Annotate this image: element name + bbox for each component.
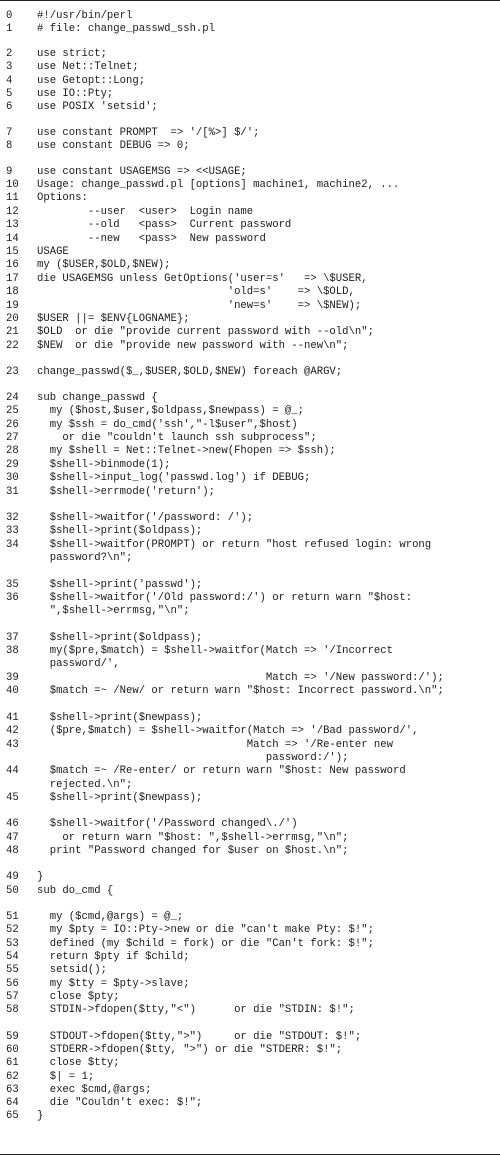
- code-line: [0, 578, 500, 592]
- code-line: [0, 485, 500, 499]
- code-text: Match => '/New password:/');: [37, 672, 444, 684]
- code-line: [0, 165, 500, 179]
- line-number: 2: [6, 48, 13, 60]
- code-line: [0, 312, 500, 326]
- code-line: [0, 724, 500, 738]
- code-line: [0, 817, 500, 831]
- line-number: 21: [6, 326, 19, 338]
- code-line: [0, 511, 500, 525]
- code-line: [0, 791, 500, 805]
- code-text: $shell->binmode(1);: [37, 459, 171, 471]
- code-text: Options:: [37, 192, 88, 204]
- code-line: [0, 657, 500, 671]
- code-text: $shell->print($newpass);: [37, 712, 203, 724]
- code-line: [0, 9, 500, 23]
- line-number: 12: [6, 206, 19, 218]
- code-text: die "Couldn't exec: $!";: [37, 1097, 203, 1109]
- code-text: $match =~ /Re-enter/ or return warn "$host: New password: [37, 765, 406, 777]
- code-line: [0, 47, 500, 61]
- line-number: 20: [6, 313, 19, 325]
- line-number: 58: [6, 1004, 19, 1016]
- code-line: [0, 751, 500, 765]
- code-text: use strict;: [37, 48, 107, 60]
- line-number: 41: [6, 712, 19, 724]
- code-line: [0, 738, 500, 752]
- code-line: [0, 844, 500, 858]
- code-line: [0, 1070, 500, 1084]
- code-line: [0, 444, 500, 458]
- code-text: use Net::Telnet;: [37, 61, 139, 73]
- code-line: [0, 22, 500, 36]
- code-text: my $tty = $pty->slave;: [37, 978, 190, 990]
- code-text: --new <pass> New password: [37, 233, 266, 245]
- line-number: 29: [6, 459, 19, 471]
- code-line: [0, 684, 500, 698]
- code-line: [0, 1083, 500, 1097]
- code-text: 'new=s' => \$NEW);: [37, 300, 362, 312]
- line-number: 63: [6, 1084, 19, 1096]
- line-number: 8: [6, 140, 13, 152]
- line-number: 35: [6, 579, 19, 591]
- line-number: 53: [6, 938, 19, 950]
- code-text: STDOUT->fdopen($tty,">") or die "STDOUT: $!";: [37, 1031, 362, 1043]
- code-line: [0, 1109, 500, 1123]
- code-text: change_passwd($_,$USER,$OLD,$NEW) foreach @ARGV;: [37, 366, 343, 378]
- code-text: use IO::Pty;: [37, 88, 114, 100]
- line-number: 26: [6, 419, 19, 431]
- line-number: 23: [6, 366, 19, 378]
- line-number: 22: [6, 340, 19, 352]
- code-text: $shell->input_log('passwd.log') if DEBUG;: [37, 472, 311, 484]
- code-line: [0, 258, 500, 272]
- line-number: 30: [6, 472, 19, 484]
- code-line: [0, 218, 500, 232]
- code-line: [0, 631, 500, 645]
- line-number: 42: [6, 725, 19, 737]
- code-line: [0, 1003, 500, 1017]
- line-number: 18: [6, 286, 19, 298]
- code-line: [0, 139, 500, 153]
- line-number: 39: [6, 672, 19, 684]
- code-text: $shell->waitfor('/Password changed\./'): [37, 818, 298, 830]
- code-text: $shell->print($oldpass);: [37, 525, 203, 537]
- line-number: 4: [6, 75, 13, 87]
- code-line: [0, 191, 500, 205]
- code-text: or die "couldn't launch ssh subprocess";: [37, 432, 317, 444]
- line-number: 60: [6, 1044, 19, 1056]
- code-line: [0, 831, 500, 845]
- line-number: 9: [6, 166, 13, 178]
- code-text: or return warn "$host: ",$shell->errmsg,"\n";: [37, 832, 349, 844]
- line-number: 43: [6, 739, 19, 751]
- code-text: STDIN->fdopen($tty,"<") or die "STDIN: $!";: [37, 1004, 355, 1016]
- code-line: [0, 990, 500, 1004]
- line-number: 24: [6, 392, 19, 404]
- line-number: 49: [6, 871, 19, 883]
- code-text: Match => '/Re-enter new: [37, 739, 394, 751]
- code-line: [0, 299, 500, 313]
- code-text: password/',: [37, 658, 120, 670]
- line-number: 56: [6, 978, 19, 990]
- line-number: 57: [6, 991, 19, 1003]
- line-number: 32: [6, 512, 19, 524]
- code-text: ",$shell->errmsg,"\n";: [37, 605, 190, 617]
- line-number: 0: [6, 10, 13, 22]
- line-number: 34: [6, 539, 19, 551]
- line-number: 25: [6, 405, 19, 417]
- code-text: $shell->waitfor('/password: /');: [37, 512, 254, 524]
- line-number: 17: [6, 273, 19, 285]
- code-line: [0, 910, 500, 924]
- code-line: [0, 178, 500, 192]
- code-text: my ($cmd,@args) = @_;: [37, 911, 184, 923]
- code-text: $shell->print($oldpass);: [37, 632, 203, 644]
- line-number: 64: [6, 1097, 19, 1109]
- code-text: Usage: change_passwd.pl [options] machine1, machine2, ...: [37, 179, 400, 191]
- code-line: [0, 245, 500, 259]
- line-number: 1: [6, 23, 13, 35]
- line-number: 31: [6, 486, 19, 498]
- line-number: 13: [6, 219, 19, 231]
- line-number: 48: [6, 845, 19, 857]
- code-line: [0, 325, 500, 339]
- code-line: [0, 604, 500, 618]
- code-line: [0, 870, 500, 884]
- code-text: setsid();: [37, 964, 107, 976]
- code-text: $| = 1;: [37, 1071, 95, 1083]
- line-number: 5: [6, 88, 13, 100]
- code-text: my ($USER,$OLD,$NEW);: [37, 259, 171, 271]
- code-text: $match =~ /New/ or return warn "$host: Incorrect password.\n";: [37, 685, 444, 697]
- code-line: [0, 1030, 500, 1044]
- code-line: [0, 100, 500, 114]
- line-number: 36: [6, 592, 19, 604]
- code-line: [0, 458, 500, 472]
- code-line: [0, 471, 500, 485]
- line-number: 40: [6, 685, 19, 697]
- code-text: # file: change_passwd_ssh.pl: [37, 23, 216, 35]
- code-line: [0, 60, 500, 74]
- code-line: [0, 923, 500, 937]
- code-text: }: [37, 871, 44, 883]
- code-text: sub do_cmd {: [37, 885, 114, 897]
- code-line: [0, 205, 500, 219]
- code-text: --old <pass> Current password: [37, 219, 292, 231]
- code-line: [0, 87, 500, 101]
- code-line: [0, 671, 500, 685]
- code-text: 'old=s' => \$OLD,: [37, 286, 355, 298]
- code-line: [0, 963, 500, 977]
- line-number: 6: [6, 101, 13, 113]
- code-line: [0, 126, 500, 140]
- code-text: password?\n";: [37, 552, 133, 564]
- code-text: USAGE: [37, 246, 69, 258]
- code-text: my $ssh = do_cmd('ssh',"-l$user",$host): [37, 419, 298, 431]
- line-number: 16: [6, 259, 19, 271]
- line-number: 37: [6, 632, 19, 644]
- code-text: ($pre,$match) = $shell->waitfor(Match => '/Bad password/',: [37, 725, 419, 737]
- code-text: return $pty if $child;: [37, 951, 190, 963]
- code-text: password:/');: [37, 752, 349, 764]
- code-text: $NEW or die "provide new password with --new\n";: [37, 340, 349, 352]
- code-line: [0, 538, 500, 552]
- code-line: [0, 1096, 500, 1110]
- code-line: [0, 232, 500, 246]
- code-text: #!/usr/bin/perl: [37, 10, 133, 22]
- code-line: [0, 74, 500, 88]
- code-text: use constant DEBUG => 0;: [37, 140, 190, 152]
- code-text: --user <user> Login name: [37, 206, 254, 218]
- code-line: [0, 644, 500, 658]
- code-line: [0, 1056, 500, 1070]
- code-text: my $pty = IO::Pty->new or die "can't make Pty: $!";: [37, 924, 374, 936]
- code-line: [0, 937, 500, 951]
- code-text: my $shell = Net::Telnet->new(Fhopen => $ssh);: [37, 445, 336, 457]
- code-text: $shell->waitfor(PROMPT) or return "host refused login: wrong: [37, 539, 432, 551]
- code-line: [0, 884, 500, 898]
- line-number: 15: [6, 246, 19, 258]
- code-line: [0, 1043, 500, 1057]
- code-line: [0, 391, 500, 405]
- code-text: use Getopt::Long;: [37, 75, 146, 87]
- line-number: 62: [6, 1071, 19, 1083]
- line-number: 65: [6, 1110, 19, 1122]
- code-text: $shell->errmode('return');: [37, 486, 216, 498]
- line-number: 19: [6, 300, 19, 312]
- code-text: close $tty;: [37, 1057, 120, 1069]
- code-text: rejected.\n";: [37, 779, 133, 791]
- line-number: 38: [6, 645, 19, 657]
- line-number: 14: [6, 233, 19, 245]
- code-text: my($pre,$match) = $shell->waitfor(Match => '/Incorrect: [37, 645, 394, 657]
- code-line: [0, 272, 500, 286]
- code-text: $shell->print('passwd');: [37, 579, 203, 591]
- code-text: use constant PROMPT => '/[%>] $/';: [37, 127, 260, 139]
- code-line: [0, 551, 500, 565]
- code-text: $shell->print($newpass);: [37, 792, 203, 804]
- code-text: close $pty;: [37, 991, 120, 1003]
- line-number: 27: [6, 432, 19, 444]
- line-number: 3: [6, 61, 13, 73]
- code-line: [0, 365, 500, 379]
- line-number: 51: [6, 911, 19, 923]
- code-line: [0, 339, 500, 353]
- line-number: 54: [6, 951, 19, 963]
- line-number: 50: [6, 885, 19, 897]
- line-number: 45: [6, 792, 19, 804]
- line-number: 11: [6, 192, 19, 204]
- line-number: 28: [6, 445, 19, 457]
- code-line: [0, 950, 500, 964]
- code-text: use constant USAGEMSG => <<USAGE;: [37, 166, 247, 178]
- code-line: [0, 285, 500, 299]
- code-text: $OLD or die "provide current password with --old\n";: [37, 326, 374, 338]
- code-text: print "Password changed for $user on $host.\n";: [37, 845, 349, 857]
- code-text: }: [37, 1110, 44, 1122]
- line-number: 55: [6, 964, 19, 976]
- line-number: 7: [6, 127, 13, 139]
- code-line: [0, 524, 500, 538]
- line-number: 61: [6, 1057, 19, 1069]
- line-number: 46: [6, 818, 19, 830]
- code-line: [0, 778, 500, 792]
- code-line: [0, 404, 500, 418]
- code-text: die USAGEMSG unless GetOptions('user=s' => \$USER,: [37, 273, 368, 285]
- code-text: my ($host,$user,$oldpass,$newpass) = @_;: [37, 405, 305, 417]
- code-line: [0, 591, 500, 605]
- line-number: 44: [6, 765, 19, 777]
- code-text: STDERR->fdopen($tty, ">") or die "STDERR: $!";: [37, 1044, 343, 1056]
- line-number: 59: [6, 1031, 19, 1043]
- code-text: use POSIX 'setsid';: [37, 101, 158, 113]
- code-text: $shell->waitfor('/Old password:/') or return warn "$host:: [37, 592, 413, 604]
- code-line: [0, 431, 500, 445]
- code-text: sub change_passwd {: [37, 392, 158, 404]
- code-text: defined (my $child = fork) or die "Can't fork: $!";: [37, 938, 374, 950]
- line-number: 47: [6, 832, 19, 844]
- code-line: [0, 764, 500, 778]
- code-text: exec $cmd,@args;: [37, 1084, 152, 1096]
- code-line: [0, 711, 500, 725]
- code-line: [0, 418, 500, 432]
- code-line: [0, 977, 500, 991]
- line-number: 52: [6, 924, 19, 936]
- code-text: $USER ||= $ENV{LOGNAME};: [37, 313, 190, 325]
- line-number: 10: [6, 179, 19, 191]
- line-number: 33: [6, 525, 19, 537]
